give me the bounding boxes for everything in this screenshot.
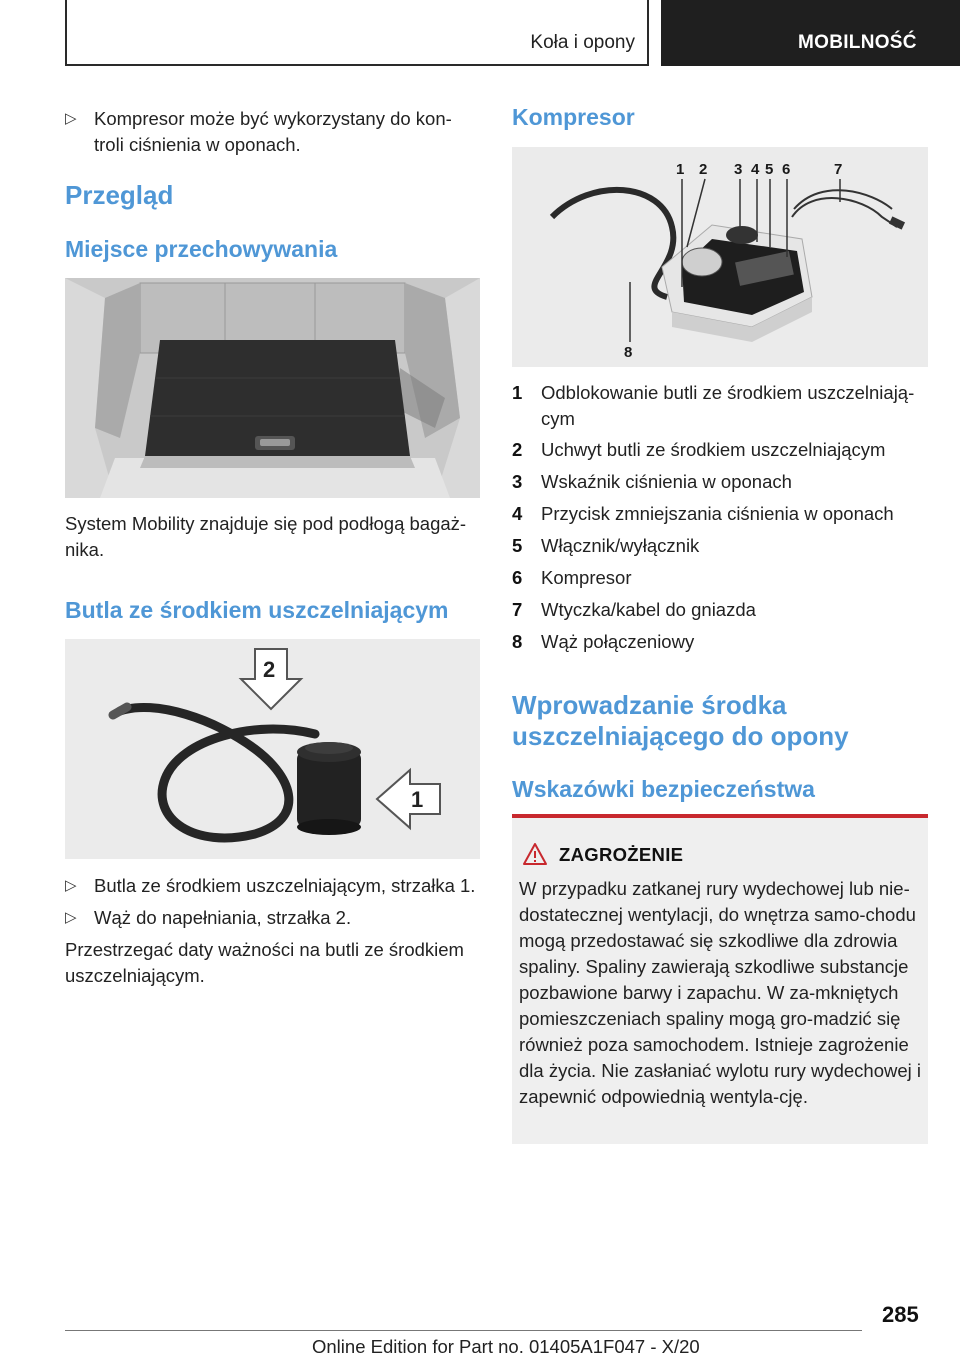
expiry-note: Przestrzegać daty ważności na butli ze środkiem uszczelniającym. xyxy=(65,939,464,986)
heading-storage: Miejsce przechowywania xyxy=(65,236,338,262)
bottle-bullet-2-text: Wąż do napełniania, strzałka 2. xyxy=(94,907,352,928)
compressor-label-1: 1 xyxy=(676,161,685,178)
danger-warning-box xyxy=(512,814,928,1144)
bottle-bullet-1-text: Butla ze środkiem uszczelniającym, strzałka 1. xyxy=(94,875,476,896)
trunk-illustration xyxy=(65,278,480,498)
bottle-label-1: 1 xyxy=(411,787,424,812)
footer-divider xyxy=(65,1330,862,1331)
compressor-illustration xyxy=(512,147,928,367)
bottle-label-2: 2 xyxy=(263,657,276,682)
header-section-box xyxy=(65,0,649,66)
heading-safety: Wskazówki bezpieczeństwa xyxy=(512,776,815,802)
compressor-image xyxy=(512,147,928,367)
triangle-bullet-icon: ▷ xyxy=(65,877,77,894)
bottle-bullet-1 xyxy=(65,873,480,899)
warning-text: W przypadku zatkanej rury wydechowej lub nie-dostatecznej wentylacji, do wnętrza samo-chodu mogą przedostawać się szkodliwe dla zdrowia spaliny. Spaliny zawierają szkodliwe substancje pozbawione barwy i zapachu. W za-mkniętych pomieszczeniach spaliny mogą gro-madzić się również poza samochodem. Istnieje zagrożenie dla życia. Nie zasłaniać wylotu rury wydechowej i zapewnić odpowiednią wentyla-cję. xyxy=(519,878,922,1107)
triangle-bullet-icon: ▷ xyxy=(65,110,77,127)
intro-bullet-text: Kompresor może być wykorzystany do kon-troli ciśnienia w oponach. xyxy=(94,108,452,155)
heading-overview: Przegląd xyxy=(65,180,174,210)
storage-caption: System Mobility znajduje się pod podłogą bagaż-nika. xyxy=(65,513,467,560)
footer-edition: Online Edition for Part no. 01405A1F047 - X/20 xyxy=(312,1336,700,1357)
header-chapter-title: MOBILNOŚĆ xyxy=(798,32,917,53)
compressor-label-5: 5 xyxy=(765,161,774,178)
triangle-bullet-icon: ▷ xyxy=(65,909,77,926)
header-chapter-tab xyxy=(661,0,960,66)
compressor-label-7: 7 xyxy=(834,161,843,178)
trunk-image xyxy=(65,278,480,498)
compressor-label-8: 8 xyxy=(624,344,633,361)
bottle-bullet-2 xyxy=(65,905,480,931)
warning-title: ZAGROŻENIE xyxy=(559,844,684,865)
compressor-label-4: 4 xyxy=(751,161,760,178)
heading-compressor: Kompresor xyxy=(512,104,635,130)
intro-bullet xyxy=(65,106,480,158)
heading-sealant: Wprowadzanie środka uszczelniającego do opony xyxy=(512,690,849,751)
compressor-label-2: 2 xyxy=(699,161,708,178)
warning-triangle-icon xyxy=(522,842,548,866)
compressor-label-6: 6 xyxy=(782,161,791,178)
sealant-bottle-image xyxy=(65,639,480,859)
header-section-title: Koła i opony xyxy=(530,32,635,53)
compressor-label-3: 3 xyxy=(734,161,743,178)
page-number: 285 xyxy=(882,1302,919,1327)
heading-bottle: Butla ze środkiem uszczelniającym xyxy=(65,597,449,623)
